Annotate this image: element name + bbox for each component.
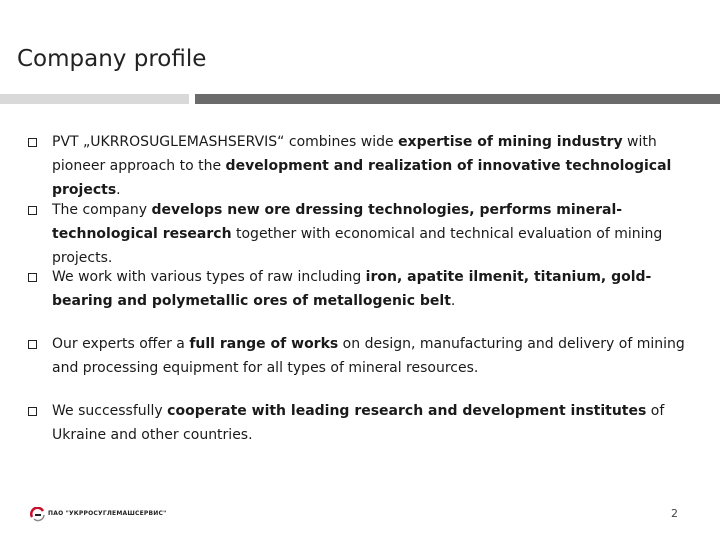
bullet-segment: The company bbox=[52, 202, 152, 218]
company-logo bbox=[30, 507, 167, 523]
company-logo-icon bbox=[30, 507, 46, 523]
bullet-segment: Our experts offer a bbox=[52, 336, 190, 352]
company-logo-text: ПАО "УКРРОСУГЛЕМАШСЕРВИС" bbox=[48, 510, 167, 517]
square-bullet-icon bbox=[28, 206, 37, 215]
bullet-segment: . bbox=[450, 293, 456, 309]
bullet-segment: on design, manufacturing and delivery of mining and processing equipment for all types of mineral resources. bbox=[52, 336, 685, 376]
bullet-text bbox=[52, 399, 692, 447]
bullet-segment: PVT „UKRROSUGLEMASHSERVIS“ combines wide bbox=[52, 134, 399, 150]
bullet-bold-segment: develops new ore dressing technologies, performs mineral-technological research bbox=[52, 202, 623, 242]
page-number: 2 bbox=[671, 507, 678, 520]
bullet-text bbox=[52, 198, 692, 270]
square-bullet-icon bbox=[28, 138, 37, 147]
square-bullet-icon bbox=[28, 407, 37, 416]
square-bullet-icon bbox=[28, 340, 37, 349]
title-rule-light bbox=[0, 94, 189, 104]
slide-title: Company profile bbox=[17, 46, 207, 72]
bullet-segment: We work with various types of raw including bbox=[52, 269, 366, 285]
bullet-text bbox=[52, 265, 692, 313]
bullet-bold-segment: full range of works bbox=[189, 336, 339, 352]
bullet-bold-segment: cooperate with leading research and development institutes bbox=[167, 403, 647, 419]
bullet-bold-segment: development and realization of innovative technological projects bbox=[52, 158, 672, 198]
bullet-text bbox=[52, 130, 692, 202]
square-bullet-icon bbox=[28, 273, 37, 282]
bullet-segment: with pioneer approach to the bbox=[52, 134, 657, 174]
bullet-segment: . bbox=[116, 182, 121, 198]
bullet-bold-segment: expertise of mining industry bbox=[398, 134, 623, 150]
bullet-bold-segment: iron, apatite ilmenit, titanium, gold-bearing and polymetallic ores of metallogenic belt bbox=[52, 269, 652, 309]
bullet-segment: We successfully bbox=[52, 403, 168, 419]
bullet-segment: together with economical and technical evaluation of mining projects. bbox=[52, 226, 663, 266]
bullet-text bbox=[52, 332, 692, 380]
bullet-segment: of Ukraine and other countries. bbox=[52, 403, 665, 443]
title-rule-dark bbox=[195, 94, 720, 104]
